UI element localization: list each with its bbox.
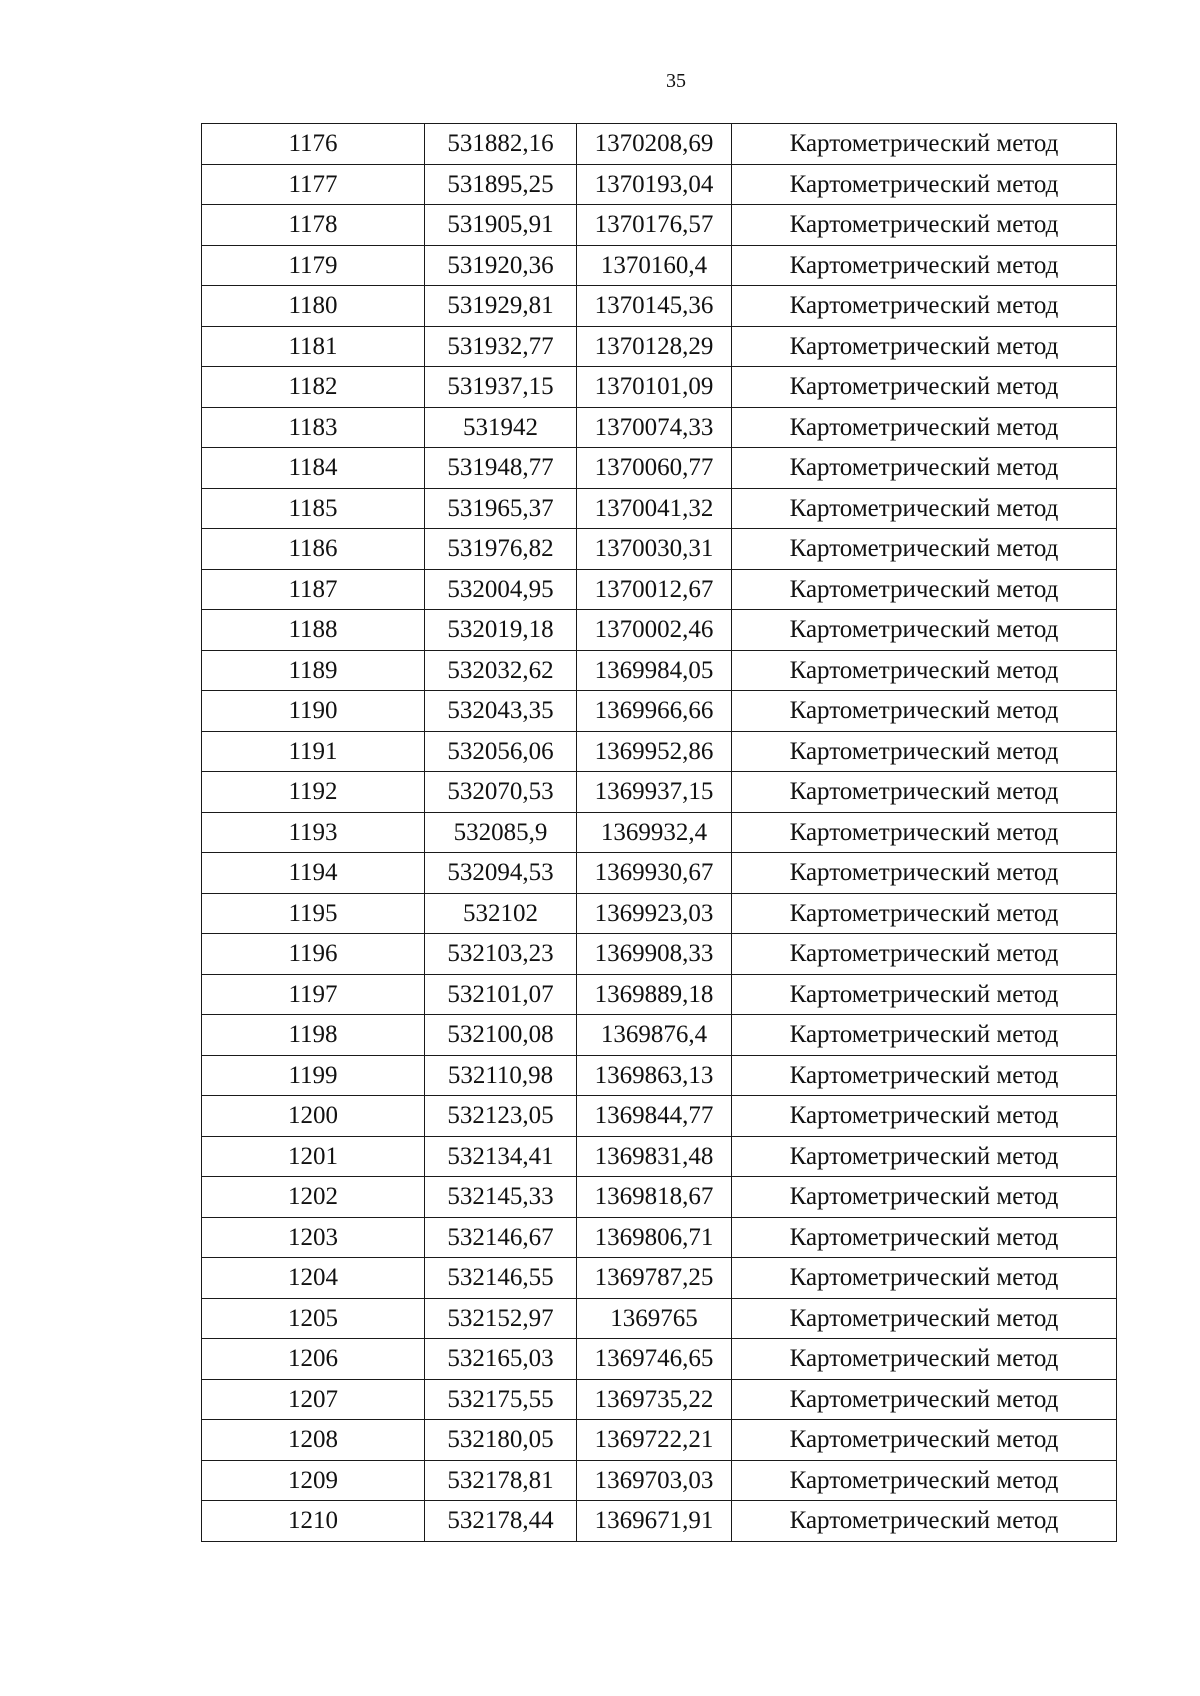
point-number-cell: 1177 bbox=[202, 164, 425, 205]
method-cell: Картометрический метод bbox=[732, 1258, 1117, 1299]
y-coordinate-cell: 1370030,31 bbox=[577, 529, 732, 570]
x-coordinate-cell: 532100,08 bbox=[425, 1015, 577, 1056]
method-cell: Картометрический метод bbox=[732, 1460, 1117, 1501]
point-number-cell: 1197 bbox=[202, 974, 425, 1015]
x-coordinate-cell: 531932,77 bbox=[425, 326, 577, 367]
method-cell: Картометрический метод bbox=[732, 367, 1117, 408]
method-cell: Картометрический метод bbox=[732, 1177, 1117, 1218]
point-number-cell: 1209 bbox=[202, 1460, 425, 1501]
y-coordinate-cell: 1369908,33 bbox=[577, 934, 732, 975]
y-coordinate-cell: 1369818,67 bbox=[577, 1177, 732, 1218]
table-row bbox=[202, 448, 1117, 489]
table-row bbox=[202, 974, 1117, 1015]
x-coordinate-cell: 532110,98 bbox=[425, 1055, 577, 1096]
table-row bbox=[202, 1217, 1117, 1258]
x-coordinate-cell: 532056,06 bbox=[425, 731, 577, 772]
x-coordinate-cell: 531976,82 bbox=[425, 529, 577, 570]
y-coordinate-cell: 1369889,18 bbox=[577, 974, 732, 1015]
method-cell: Картометрический метод bbox=[732, 1501, 1117, 1542]
table-row bbox=[202, 610, 1117, 651]
table-row bbox=[202, 124, 1117, 165]
point-number-cell: 1178 bbox=[202, 205, 425, 246]
method-cell: Картометрический метод bbox=[732, 488, 1117, 529]
point-number-cell: 1180 bbox=[202, 286, 425, 327]
table-row bbox=[202, 1460, 1117, 1501]
table-row bbox=[202, 326, 1117, 367]
table-row bbox=[202, 245, 1117, 286]
x-coordinate-cell: 532070,53 bbox=[425, 772, 577, 813]
method-cell: Картометрический метод bbox=[732, 1015, 1117, 1056]
point-number-cell: 1183 bbox=[202, 407, 425, 448]
method-cell: Картометрический метод bbox=[732, 286, 1117, 327]
x-coordinate-cell: 532123,05 bbox=[425, 1096, 577, 1137]
point-number-cell: 1198 bbox=[202, 1015, 425, 1056]
x-coordinate-cell: 532152,97 bbox=[425, 1298, 577, 1339]
table-row bbox=[202, 367, 1117, 408]
point-number-cell: 1184 bbox=[202, 448, 425, 489]
method-cell: Картометрический метод bbox=[732, 569, 1117, 610]
method-cell: Картометрический метод bbox=[732, 245, 1117, 286]
method-cell: Картометрический метод bbox=[732, 1339, 1117, 1380]
y-coordinate-cell: 1369930,67 bbox=[577, 853, 732, 894]
table-row bbox=[202, 934, 1117, 975]
point-number-cell: 1201 bbox=[202, 1136, 425, 1177]
x-coordinate-cell: 532134,41 bbox=[425, 1136, 577, 1177]
method-cell: Картометрический метод bbox=[732, 610, 1117, 651]
y-coordinate-cell: 1370041,32 bbox=[577, 488, 732, 529]
method-cell: Картометрический метод bbox=[732, 164, 1117, 205]
point-number-cell: 1190 bbox=[202, 691, 425, 732]
x-coordinate-cell: 531948,77 bbox=[425, 448, 577, 489]
coordinates-table-body bbox=[202, 124, 1117, 1542]
point-number-cell: 1192 bbox=[202, 772, 425, 813]
point-number-cell: 1176 bbox=[202, 124, 425, 165]
y-coordinate-cell: 1370160,4 bbox=[577, 245, 732, 286]
table-row bbox=[202, 205, 1117, 246]
y-coordinate-cell: 1369923,03 bbox=[577, 893, 732, 934]
y-coordinate-cell: 1369952,86 bbox=[577, 731, 732, 772]
point-number-cell: 1200 bbox=[202, 1096, 425, 1137]
table-row bbox=[202, 1298, 1117, 1339]
y-coordinate-cell: 1369746,65 bbox=[577, 1339, 732, 1380]
point-number-cell: 1199 bbox=[202, 1055, 425, 1096]
x-coordinate-cell: 532094,53 bbox=[425, 853, 577, 894]
table-row bbox=[202, 650, 1117, 691]
table-row bbox=[202, 691, 1117, 732]
y-coordinate-cell: 1369966,66 bbox=[577, 691, 732, 732]
point-number-cell: 1187 bbox=[202, 569, 425, 610]
table-row bbox=[202, 893, 1117, 934]
table-row bbox=[202, 569, 1117, 610]
y-coordinate-cell: 1369806,71 bbox=[577, 1217, 732, 1258]
point-number-cell: 1188 bbox=[202, 610, 425, 651]
method-cell: Картометрический метод bbox=[732, 124, 1117, 165]
y-coordinate-cell: 1369937,15 bbox=[577, 772, 732, 813]
x-coordinate-cell: 532103,23 bbox=[425, 934, 577, 975]
x-coordinate-cell: 532043,35 bbox=[425, 691, 577, 732]
x-coordinate-cell: 532178,44 bbox=[425, 1501, 577, 1542]
y-coordinate-cell: 1369787,25 bbox=[577, 1258, 732, 1299]
table-row bbox=[202, 488, 1117, 529]
y-coordinate-cell: 1370101,09 bbox=[577, 367, 732, 408]
method-cell: Картометрический метод bbox=[732, 691, 1117, 732]
y-coordinate-cell: 1370128,29 bbox=[577, 326, 732, 367]
table-row bbox=[202, 731, 1117, 772]
point-number-cell: 1196 bbox=[202, 934, 425, 975]
method-cell: Картометрический метод bbox=[732, 934, 1117, 975]
method-cell: Картометрический метод bbox=[732, 1055, 1117, 1096]
point-number-cell: 1179 bbox=[202, 245, 425, 286]
y-coordinate-cell: 1370208,69 bbox=[577, 124, 732, 165]
point-number-cell: 1207 bbox=[202, 1379, 425, 1420]
table-row bbox=[202, 1015, 1117, 1056]
x-coordinate-cell: 532145,33 bbox=[425, 1177, 577, 1218]
point-number-cell: 1206 bbox=[202, 1339, 425, 1380]
table-row bbox=[202, 1258, 1117, 1299]
table-row bbox=[202, 812, 1117, 853]
method-cell: Картометрический метод bbox=[732, 772, 1117, 813]
y-coordinate-cell: 1370176,57 bbox=[577, 205, 732, 246]
method-cell: Картометрический метод bbox=[732, 853, 1117, 894]
table-row bbox=[202, 1339, 1117, 1380]
method-cell: Картометрический метод bbox=[732, 1420, 1117, 1461]
x-coordinate-cell: 532146,67 bbox=[425, 1217, 577, 1258]
point-number-cell: 1205 bbox=[202, 1298, 425, 1339]
point-number-cell: 1182 bbox=[202, 367, 425, 408]
point-number-cell: 1189 bbox=[202, 650, 425, 691]
method-cell: Картометрический метод bbox=[732, 326, 1117, 367]
x-coordinate-cell: 532178,81 bbox=[425, 1460, 577, 1501]
y-coordinate-cell: 1370145,36 bbox=[577, 286, 732, 327]
table-row bbox=[202, 529, 1117, 570]
method-cell: Картометрический метод bbox=[732, 974, 1117, 1015]
method-cell: Картометрический метод bbox=[732, 650, 1117, 691]
table-row bbox=[202, 1096, 1117, 1137]
table-row bbox=[202, 1136, 1117, 1177]
x-coordinate-cell: 531965,37 bbox=[425, 488, 577, 529]
table-row bbox=[202, 1177, 1117, 1218]
y-coordinate-cell: 1369863,13 bbox=[577, 1055, 732, 1096]
x-coordinate-cell: 531937,15 bbox=[425, 367, 577, 408]
y-coordinate-cell: 1370002,46 bbox=[577, 610, 732, 651]
y-coordinate-cell: 1369984,05 bbox=[577, 650, 732, 691]
x-coordinate-cell: 531942 bbox=[425, 407, 577, 448]
y-coordinate-cell: 1370060,77 bbox=[577, 448, 732, 489]
x-coordinate-cell: 532101,07 bbox=[425, 974, 577, 1015]
x-coordinate-cell: 532019,18 bbox=[425, 610, 577, 651]
table-row bbox=[202, 164, 1117, 205]
method-cell: Картометрический метод bbox=[732, 1298, 1117, 1339]
coordinates-table bbox=[201, 123, 1117, 1542]
point-number-cell: 1194 bbox=[202, 853, 425, 894]
x-coordinate-cell: 531882,16 bbox=[425, 124, 577, 165]
method-cell: Картометрический метод bbox=[732, 529, 1117, 570]
method-cell: Картометрический метод bbox=[732, 893, 1117, 934]
method-cell: Картометрический метод bbox=[732, 731, 1117, 772]
y-coordinate-cell: 1369876,4 bbox=[577, 1015, 732, 1056]
x-coordinate-cell: 532004,95 bbox=[425, 569, 577, 610]
method-cell: Картометрический метод bbox=[732, 205, 1117, 246]
x-coordinate-cell: 531920,36 bbox=[425, 245, 577, 286]
x-coordinate-cell: 532165,03 bbox=[425, 1339, 577, 1380]
point-number-cell: 1185 bbox=[202, 488, 425, 529]
y-coordinate-cell: 1369722,21 bbox=[577, 1420, 732, 1461]
y-coordinate-cell: 1369671,91 bbox=[577, 1501, 732, 1542]
x-coordinate-cell: 532102 bbox=[425, 893, 577, 934]
method-cell: Картометрический метод bbox=[732, 812, 1117, 853]
method-cell: Картометрический метод bbox=[732, 1096, 1117, 1137]
y-coordinate-cell: 1369765 bbox=[577, 1298, 732, 1339]
point-number-cell: 1191 bbox=[202, 731, 425, 772]
table-row bbox=[202, 853, 1117, 894]
x-coordinate-cell: 532146,55 bbox=[425, 1258, 577, 1299]
x-coordinate-cell: 531895,25 bbox=[425, 164, 577, 205]
point-number-cell: 1186 bbox=[202, 529, 425, 570]
point-number-cell: 1202 bbox=[202, 1177, 425, 1218]
table-row bbox=[202, 1379, 1117, 1420]
point-number-cell: 1181 bbox=[202, 326, 425, 367]
y-coordinate-cell: 1370193,04 bbox=[577, 164, 732, 205]
y-coordinate-cell: 1369844,77 bbox=[577, 1096, 732, 1137]
table-row bbox=[202, 1055, 1117, 1096]
x-coordinate-cell: 531905,91 bbox=[425, 205, 577, 246]
table-row bbox=[202, 286, 1117, 327]
y-coordinate-cell: 1369932,4 bbox=[577, 812, 732, 853]
x-coordinate-cell: 531929,81 bbox=[425, 286, 577, 327]
table-row bbox=[202, 772, 1117, 813]
table-row bbox=[202, 1420, 1117, 1461]
y-coordinate-cell: 1370012,67 bbox=[577, 569, 732, 610]
point-number-cell: 1195 bbox=[202, 893, 425, 934]
x-coordinate-cell: 532175,55 bbox=[425, 1379, 577, 1420]
y-coordinate-cell: 1369735,22 bbox=[577, 1379, 732, 1420]
point-number-cell: 1193 bbox=[202, 812, 425, 853]
method-cell: Картометрический метод bbox=[732, 448, 1117, 489]
y-coordinate-cell: 1370074,33 bbox=[577, 407, 732, 448]
table-row bbox=[202, 407, 1117, 448]
y-coordinate-cell: 1369703,03 bbox=[577, 1460, 732, 1501]
method-cell: Картометрический метод bbox=[732, 407, 1117, 448]
table-row bbox=[202, 1501, 1117, 1542]
x-coordinate-cell: 532180,05 bbox=[425, 1420, 577, 1461]
x-coordinate-cell: 532085,9 bbox=[425, 812, 577, 853]
point-number-cell: 1203 bbox=[202, 1217, 425, 1258]
method-cell: Картометрический метод bbox=[732, 1136, 1117, 1177]
method-cell: Картометрический метод bbox=[732, 1217, 1117, 1258]
page-number: 35 bbox=[666, 70, 686, 92]
point-number-cell: 1210 bbox=[202, 1501, 425, 1542]
method-cell: Картометрический метод bbox=[732, 1379, 1117, 1420]
point-number-cell: 1208 bbox=[202, 1420, 425, 1461]
x-coordinate-cell: 532032,62 bbox=[425, 650, 577, 691]
point-number-cell: 1204 bbox=[202, 1258, 425, 1299]
y-coordinate-cell: 1369831,48 bbox=[577, 1136, 732, 1177]
